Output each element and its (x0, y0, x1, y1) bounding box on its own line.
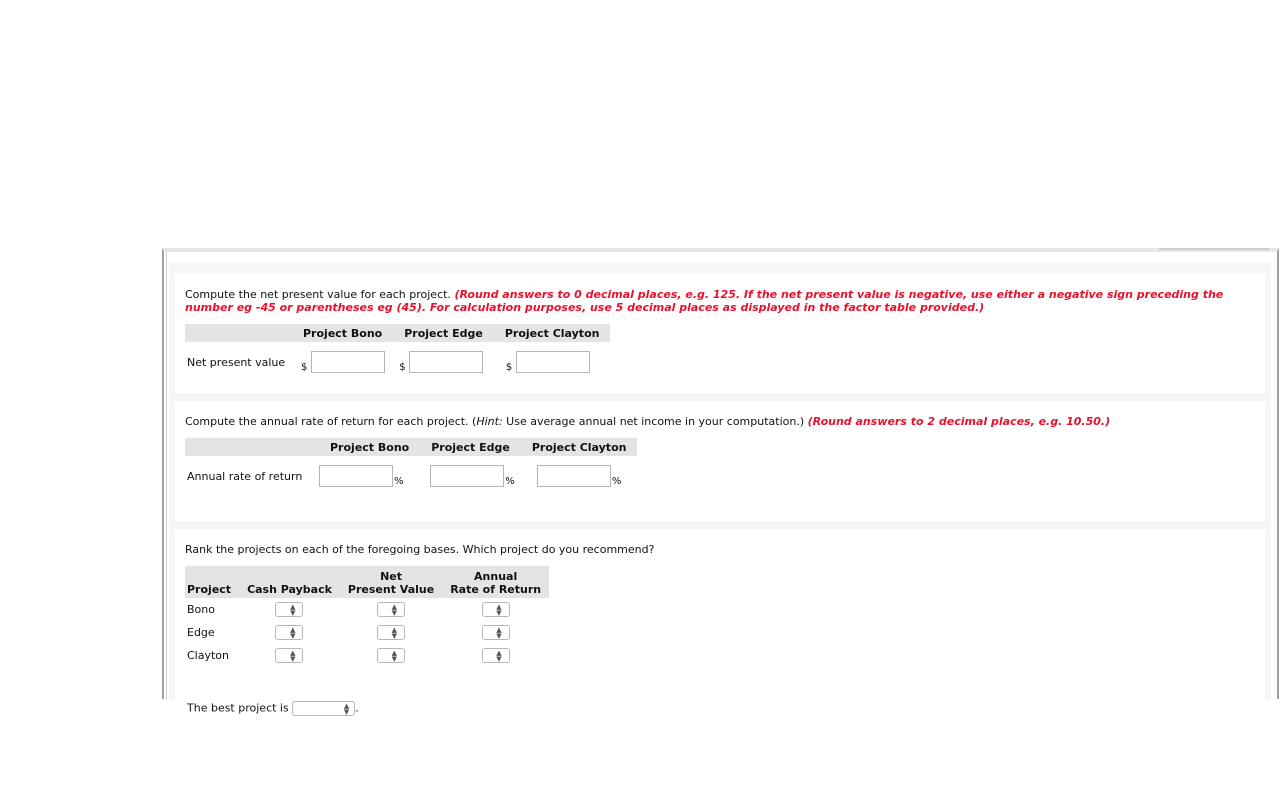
rank-select-bono-cash-payback[interactable] (275, 602, 303, 617)
npv-instruction (185, 288, 1255, 314)
rank-select-bono-npv[interactable] (377, 602, 405, 617)
rank-header-npv-line2: Present Value (347, 583, 435, 596)
table-row (185, 644, 549, 667)
npv-input-bono[interactable] (311, 351, 385, 373)
rank-header-arr (442, 566, 549, 598)
rank-cell (239, 598, 340, 621)
arr-hint-text: Use average annual net income in your computation.) (502, 415, 808, 428)
arr-instruction-text: Compute the annual rate of return for each project. ( (185, 415, 477, 428)
arr-row-label: Annual rate of return (187, 469, 303, 483)
best-project-period: . (355, 701, 359, 715)
rank-select-edge-cash-payback[interactable] (275, 625, 303, 640)
percent-sign: % (505, 476, 515, 487)
up-down-arrows-icon: ▲ ▼ (496, 626, 502, 640)
rank-select-edge-arr[interactable] (482, 625, 510, 640)
npv-instruction-text: Compute the net present value for each project. (185, 288, 455, 301)
arr-cell-bono (319, 456, 420, 496)
rank-cell (340, 621, 442, 644)
arr-header-bono: Project Bono (319, 438, 420, 456)
npv-input-edge[interactable] (409, 351, 483, 373)
rank-header-cash-payback: Cash Payback (239, 566, 340, 598)
npv-cell-bono (292, 342, 393, 382)
npv-header-clayton: Project Clayton (494, 324, 611, 342)
rank-header-npv (340, 566, 442, 598)
question-frame (162, 248, 1279, 716)
frame-top-accent (1159, 248, 1269, 250)
npv-input-clayton[interactable] (516, 351, 590, 373)
rank-select-clayton-cash-payback[interactable] (275, 648, 303, 663)
up-down-arrows-icon: ▲ ▼ (496, 603, 502, 617)
rank-select-bono-arr[interactable] (482, 602, 510, 617)
rank-table (185, 566, 549, 667)
rank-row-label-clayton: Clayton (187, 649, 230, 662)
rank-header-arr-line2: Rate of Return (450, 583, 542, 596)
rank-select-edge-npv[interactable] (377, 625, 405, 640)
rank-cell (340, 598, 442, 621)
dollar-sign: $ (301, 362, 308, 373)
arr-cell-clayton (521, 456, 638, 496)
rank-header-project: Project (185, 566, 239, 598)
arr-table (185, 438, 637, 496)
percent-sign: % (611, 476, 622, 487)
rank-select-clayton-arr[interactable] (482, 648, 510, 663)
up-down-arrows-icon: ▲ ▼ (290, 626, 296, 640)
arr-instruction (185, 415, 1255, 428)
npv-header-bono: Project Bono (292, 324, 393, 342)
arr-hint-label: Hint: (476, 415, 503, 428)
up-down-arrows-icon: ▲ ▼ (391, 603, 398, 617)
dollar-sign: $ (505, 362, 513, 373)
up-down-arrows-icon: ▲ ▼ (391, 626, 398, 640)
up-down-arrows-icon: ▲ ▼ (290, 603, 296, 617)
arr-header-edge: Project Edge (420, 438, 521, 456)
npv-rounding-note: (Round answers to 0 decimal places, e.g. 125. If the net present value is negative, use either a negative sign preceding the number eg -45 or parentheses eg (45). For calculation purposes, use 5 decimal places as displayed in the factor table provided.) (185, 288, 1224, 314)
rank-select-clayton-npv[interactable] (377, 648, 405, 663)
npv-table (185, 324, 610, 382)
arr-input-clayton[interactable] (537, 465, 611, 487)
npv-cell-edge (393, 342, 494, 382)
percent-sign: % (394, 476, 404, 487)
table-row (185, 621, 549, 644)
rank-cell (239, 621, 340, 644)
npv-section (175, 274, 1265, 393)
npv-row-label: Net present value (187, 355, 286, 369)
arr-section (175, 401, 1265, 521)
arr-cell-edge (420, 456, 521, 496)
best-project-label: The best project is (187, 701, 289, 715)
up-down-arrows-icon: ▲ ▼ (391, 649, 398, 663)
rank-cell (340, 644, 442, 667)
arr-input-bono[interactable] (319, 465, 393, 487)
up-down-arrows-icon: ▲ ▼ (343, 702, 350, 716)
question-body (169, 262, 1271, 716)
npv-header-edge: Project Edge (393, 324, 494, 342)
rank-instruction: Rank the projects on each of the foregoing bases. Which project do you recommend? (185, 543, 655, 556)
up-down-arrows-icon: ▲ ▼ (290, 649, 296, 663)
rank-cell (442, 644, 549, 667)
arr-header-clayton: Project Clayton (521, 438, 638, 456)
npv-header-blank (185, 324, 292, 342)
best-project-line (187, 701, 359, 716)
arr-rounding-note: (Round answers to 2 decimal places, e.g. 10.50.) (807, 415, 1111, 428)
arr-input-edge[interactable] (430, 465, 504, 487)
npv-cell-clayton (494, 342, 611, 382)
arr-header-blank (185, 438, 319, 456)
rank-cell (442, 598, 549, 621)
rank-header-arr-line1: Annual (474, 570, 518, 583)
rank-header-npv-line1: Net (380, 570, 403, 583)
rank-cell (239, 644, 340, 667)
rank-row-label-edge: Edge (187, 626, 215, 639)
best-project-select[interactable] (292, 701, 355, 716)
up-down-arrows-icon: ▲ ▼ (496, 649, 502, 663)
table-row (185, 598, 549, 621)
rank-cell (442, 621, 549, 644)
dollar-sign: $ (399, 362, 406, 373)
rank-section (175, 529, 1265, 719)
rank-row-label-bono: Bono (187, 603, 215, 616)
